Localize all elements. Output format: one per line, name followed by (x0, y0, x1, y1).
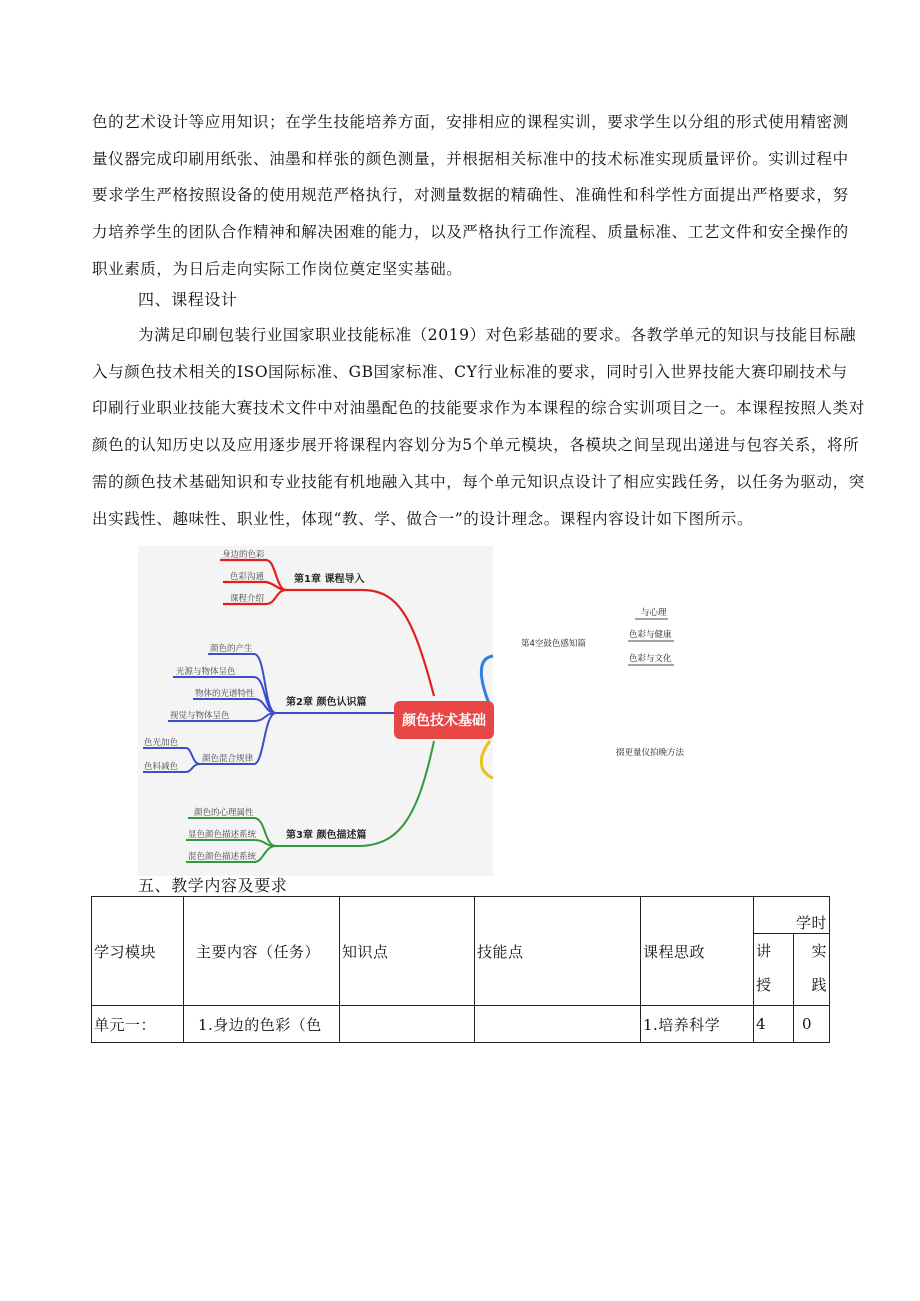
ch2-item: 视觉与物体呈色 (170, 711, 230, 721)
ch4-title: 第4空鼓色感知篇 (521, 639, 586, 649)
section-heading-teaching-content: 五、教学内容及要求 (138, 876, 288, 895)
text-line: 量仪器完成印刷用纸张、油墨和样张的颜色测量，并根据相关标准中的技术标准实现质量评价。实训过程中 (92, 149, 849, 168)
ch3-item: 显色颜色描述系统 (188, 830, 257, 840)
header-ideology: 课程思政 (641, 897, 754, 1006)
header-practice-char: 实 (811, 942, 828, 960)
header-lecture (754, 934, 794, 1006)
header-practice-char: 践 (811, 976, 828, 994)
text-line: 颜色的认知历史以及应用逐步展开将课程内容划分为5个单元模块，各模块之间呈现出递进与包容关系，将所 (92, 436, 860, 455)
header-content: 主要内容（任务） (184, 897, 340, 1006)
ch4-item: 色彩与文化 (629, 654, 672, 664)
header-lecture-char: 授 (756, 976, 772, 994)
ch4-item: 与心理 (641, 608, 667, 618)
cell-practice: 0 (794, 1006, 830, 1043)
ch3-item: 混色颜色描述系统 (188, 852, 257, 862)
cell-lecture: 4 (754, 1006, 794, 1043)
header-lecture-char: 讲 (756, 942, 772, 960)
ch2-subitem: 色料减色 (144, 762, 179, 772)
cell-module: 单元一： (92, 1006, 184, 1043)
ch3-title: 第3章 颜色描述篇 (286, 830, 367, 841)
text-line: 需的颜色技术基础知识和专业技能有机地融入其中，每个单元知识点设计了相应实践任务，以任务为驱动，突 (92, 472, 865, 491)
intro-paragraph (92, 104, 849, 288)
ch5-partial-label: 掇更量仪拍晚方法 (616, 748, 685, 758)
text-line: 力培养学生的团队合作精神和解决困难的能力，以及严格执行工作流程、质量标准、工艺文件和安全操作的 (92, 223, 849, 242)
header-practice (794, 934, 830, 1006)
ch1-title: 第1章 课程导入 (294, 574, 365, 585)
teaching-content-table (91, 896, 830, 1043)
header-skill: 技能点 (475, 897, 641, 1006)
text-line: 印刷行业职业技能大赛技术文件中对油墨配色的技能要求作为本课程的综合实训项目之一。本课程按照人类对 (92, 399, 865, 418)
text-line: 要求学生严格按照设备的使用规范严格执行，对测量数据的精确性、准确性和科学性方面提出严格要求，努 (92, 186, 849, 205)
ch1-item: 身边的色彩 (222, 550, 265, 560)
cell-content: 1.身边的色彩（色 (184, 1006, 340, 1043)
header-module: 学习模块 (92, 897, 184, 1006)
ch2-item: 光源与物体呈色 (176, 667, 236, 677)
ch1-item: 课程介绍 (230, 594, 265, 604)
center-node-label: 颜色技术基础 (402, 713, 486, 729)
text-line: 职业素质，为日后走向实际工作岗位奠定坚实基础。 (92, 259, 463, 278)
ch2-item: 颜色的产生 (210, 644, 253, 654)
ch2-title: 第2章 颜色认识篇 (286, 697, 367, 708)
text-line: 出实践性、趣味性、职业性，体现“教、学、做合一”的设计理念。课程内容设计如下图所示。 (92, 509, 754, 528)
cell-knowledge (340, 1006, 475, 1043)
cell-ideology: 1.培养科学 (641, 1006, 754, 1043)
ch2-item: 颜色混合规律 (202, 754, 254, 764)
text-line: 为满足印刷包装行业国家职业技能标准（2019）对色彩基础的要求。各教学单元的知识与技能目标融 (138, 326, 857, 344)
header-knowledge: 知识点 (340, 897, 475, 1006)
table-row (92, 1006, 830, 1043)
section-heading-course-design: 四、课程设计 (138, 290, 238, 309)
course-mindmap (138, 546, 738, 876)
course-design-paragraph (92, 317, 865, 537)
text-line: 色的艺术设计等应用知识；在学生技能培养方面，安排相应的课程实训，要求学生以分组的形式使用精密测 (92, 113, 849, 131)
table-header-row (92, 897, 830, 934)
ch1-item: 色彩沟通 (230, 572, 265, 582)
ch2-item: 物体的光谱特性 (195, 689, 255, 699)
ch2-subitem: 色光加色 (144, 738, 179, 748)
header-hours: 学时 (754, 897, 830, 934)
cell-skill (475, 1006, 641, 1043)
ch4-item: 色彩与健康 (629, 630, 672, 640)
ch3-item: 颜色的心理属性 (194, 808, 254, 818)
text-line: 入与颜色技术相关的ISO国际标准、GB国家标准、CY行业标准的要求，同时引入世界技能大赛印刷技术与 (92, 362, 848, 381)
